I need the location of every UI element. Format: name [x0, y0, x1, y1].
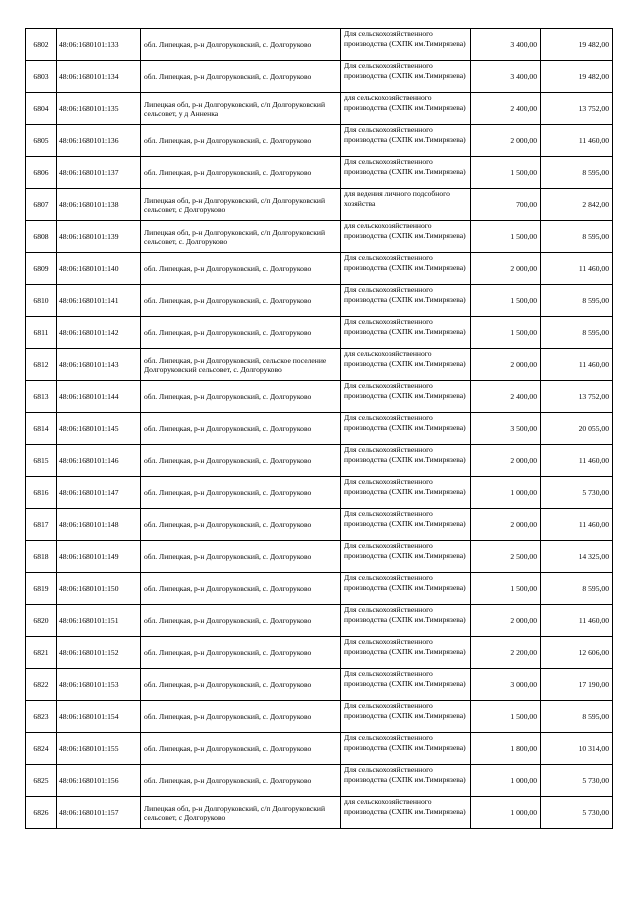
- row-number-cell: 6802: [26, 29, 57, 61]
- permitted-use-cell: Для сельскохозяйственного производства (СХПК им.Тимирязева): [341, 573, 471, 605]
- row-number-cell: 6820: [26, 605, 57, 637]
- cadastral-number-cell: 48:06:1680101:142: [57, 317, 141, 349]
- permitted-use-cell: Для сельскохозяйственного производства (СХПК им.Тимирязева): [341, 29, 471, 61]
- cadastral-number-cell: 48:06:1680101:143: [57, 349, 141, 381]
- table-row: [26, 797, 613, 829]
- table-row: [26, 93, 613, 125]
- table-body: [26, 29, 613, 829]
- row-number-cell: 6810: [26, 285, 57, 317]
- cadastral-number-cell: 48:06:1680101:152: [57, 637, 141, 669]
- cadastral-number-cell: 48:06:1680101:154: [57, 701, 141, 733]
- area-cell: 1 500,00: [471, 221, 541, 253]
- cadastral-number-cell: 48:06:1680101:133: [57, 29, 141, 61]
- table-row: [26, 413, 613, 445]
- area-cell: 2 000,00: [471, 605, 541, 637]
- permitted-use-cell: Для сельскохозяйственного производства (СХПК им.Тимирязева): [341, 157, 471, 189]
- cadastral-number-cell: 48:06:1680101:140: [57, 253, 141, 285]
- table-row: [26, 477, 613, 509]
- area-cell: 2 000,00: [471, 509, 541, 541]
- table-row: [26, 637, 613, 669]
- row-number-cell: 6826: [26, 797, 57, 829]
- address-cell: обл. Липецкая, р-н Долгоруковский, с. Долгоруково: [141, 317, 341, 349]
- row-number-cell: 6825: [26, 765, 57, 797]
- address-cell: обл. Липецкая, р-н Долгоруковский, с. Долгоруково: [141, 701, 341, 733]
- cadastral-value-cell: 13 752,00: [541, 381, 613, 413]
- table-row: [26, 317, 613, 349]
- area-cell: 2 400,00: [471, 381, 541, 413]
- address-cell: обл. Липецкая, р-н Долгоруковский, с. Долгоруково: [141, 125, 341, 157]
- address-cell: обл. Липецкая, р-н Долгоруковский, с. Долгоруково: [141, 445, 341, 477]
- cadastral-value-cell: 11 460,00: [541, 253, 613, 285]
- cadastral-number-cell: 48:06:1680101:155: [57, 733, 141, 765]
- cadastral-value-cell: 20 055,00: [541, 413, 613, 445]
- table-row: [26, 253, 613, 285]
- cadastral-value-cell: 11 460,00: [541, 445, 613, 477]
- table-row: [26, 605, 613, 637]
- address-cell: обл. Липецкая, р-н Долгоруковский, с. Долгоруково: [141, 605, 341, 637]
- permitted-use-cell: Для сельскохозяйственного производства (СХПК им.Тимирязева): [341, 413, 471, 445]
- row-number-cell: 6804: [26, 93, 57, 125]
- table-row: [26, 669, 613, 701]
- row-number-cell: 6819: [26, 573, 57, 605]
- address-cell: обл. Липецкая, р-н Долгоруковский, с. Долгоруково: [141, 573, 341, 605]
- permitted-use-cell: Для сельскохозяйственного производства (СХПК им.Тимирязева): [341, 317, 471, 349]
- permitted-use-cell: для сельскохозяйственного производства (СХПК им.Тимирязева): [341, 797, 471, 829]
- cadastral-number-cell: 48:06:1680101:149: [57, 541, 141, 573]
- permitted-use-cell: Для сельскохозяйственного производства (СХПК им.Тимирязева): [341, 637, 471, 669]
- table-row: [26, 541, 613, 573]
- address-cell: обл. Липецкая, р-н Долгоруковский, с. Долгоруково: [141, 413, 341, 445]
- permitted-use-cell: Для сельскохозяйственного производства (СХПК им.Тимирязева): [341, 669, 471, 701]
- row-number-cell: 6817: [26, 509, 57, 541]
- land-plots-table: [25, 28, 613, 829]
- area-cell: 1 500,00: [471, 701, 541, 733]
- cadastral-number-cell: 48:06:1680101:146: [57, 445, 141, 477]
- cadastral-value-cell: 14 325,00: [541, 541, 613, 573]
- cadastral-number-cell: 48:06:1680101:144: [57, 381, 141, 413]
- permitted-use-cell: для сельскохозяйственного производства (СХПК им.Тимирязева): [341, 93, 471, 125]
- cadastral-value-cell: 2 842,00: [541, 189, 613, 221]
- address-cell: обл. Липецкая, р-н Долгоруковский, сельское поселение Долгоруковский сельсовет, с. Долгоруково: [141, 349, 341, 381]
- address-cell: обл. Липецкая, р-н Долгоруковский, с. Долгоруково: [141, 669, 341, 701]
- table-row: [26, 509, 613, 541]
- table-row: [26, 733, 613, 765]
- area-cell: 700,00: [471, 189, 541, 221]
- cadastral-value-cell: 13 752,00: [541, 93, 613, 125]
- address-cell: Липецкая обл, р-н Долгоруковский, с/п Долгоруковский сельсовет, с Долгоруково: [141, 189, 341, 221]
- address-cell: обл. Липецкая, р-н Долгоруковский, с. Долгоруково: [141, 29, 341, 61]
- row-number-cell: 6807: [26, 189, 57, 221]
- table-row: [26, 189, 613, 221]
- row-number-cell: 6816: [26, 477, 57, 509]
- permitted-use-cell: для сельскохозяйственного производства (СХПК им.Тимирязева): [341, 349, 471, 381]
- address-cell: обл. Липецкая, р-н Долгоруковский, с. Долгоруково: [141, 381, 341, 413]
- cadastral-number-cell: 48:06:1680101:151: [57, 605, 141, 637]
- area-cell: 2 000,00: [471, 125, 541, 157]
- row-number-cell: 6821: [26, 637, 57, 669]
- permitted-use-cell: Для сельскохозяйственного производства (СХПК им.Тимирязева): [341, 285, 471, 317]
- area-cell: 2 200,00: [471, 637, 541, 669]
- table-row: [26, 573, 613, 605]
- cadastral-number-cell: 48:06:1680101:141: [57, 285, 141, 317]
- permitted-use-cell: для сельскохозяйственного производства (СХПК им.Тимирязева): [341, 221, 471, 253]
- area-cell: 1 500,00: [471, 285, 541, 317]
- row-number-cell: 6811: [26, 317, 57, 349]
- row-number-cell: 6808: [26, 221, 57, 253]
- address-cell: обл. Липецкая, р-н Долгоруковский, с. Долгоруково: [141, 765, 341, 797]
- area-cell: 2 500,00: [471, 541, 541, 573]
- row-number-cell: 6803: [26, 61, 57, 93]
- cadastral-value-cell: 19 482,00: [541, 29, 613, 61]
- table-row: [26, 701, 613, 733]
- cadastral-value-cell: 5 730,00: [541, 477, 613, 509]
- address-cell: обл. Липецкая, р-н Долгоруковский, с. Долгоруково: [141, 285, 341, 317]
- area-cell: 1 500,00: [471, 157, 541, 189]
- cadastral-number-cell: 48:06:1680101:148: [57, 509, 141, 541]
- row-number-cell: 6813: [26, 381, 57, 413]
- permitted-use-cell: Для сельскохозяйственного производства (СХПК им.Тимирязева): [341, 253, 471, 285]
- table-row: [26, 29, 613, 61]
- row-number-cell: 6809: [26, 253, 57, 285]
- cadastral-value-cell: 11 460,00: [541, 125, 613, 157]
- cadastral-number-cell: 48:06:1680101:137: [57, 157, 141, 189]
- permitted-use-cell: Для сельскохозяйственного производства (СХПК им.Тимирязева): [341, 445, 471, 477]
- table-row: [26, 125, 613, 157]
- cadastral-number-cell: 48:06:1680101:147: [57, 477, 141, 509]
- cadastral-value-cell: 8 595,00: [541, 573, 613, 605]
- cadastral-value-cell: 5 730,00: [541, 797, 613, 829]
- cadastral-value-cell: 12 606,00: [541, 637, 613, 669]
- table-row: [26, 765, 613, 797]
- area-cell: 2 000,00: [471, 253, 541, 285]
- row-number-cell: 6806: [26, 157, 57, 189]
- address-cell: Липецкая обл, р-н Долгоруковский, с/п Долгоруковский сельсовет, с Долгоруково: [141, 797, 341, 829]
- permitted-use-cell: Для сельскохозяйственного производства (СХПК им.Тимирязева): [341, 61, 471, 93]
- area-cell: 3 400,00: [471, 29, 541, 61]
- table-row: [26, 445, 613, 477]
- address-cell: обл. Липецкая, р-н Долгоруковский, с. Долгоруково: [141, 541, 341, 573]
- cadastral-number-cell: 48:06:1680101:157: [57, 797, 141, 829]
- permitted-use-cell: Для сельскохозяйственного производства (СХПК им.Тимирязева): [341, 381, 471, 413]
- permitted-use-cell: Для сельскохозяйственного производства (СХПК им.Тимирязева): [341, 541, 471, 573]
- cadastral-value-cell: 8 595,00: [541, 285, 613, 317]
- cadastral-value-cell: 8 595,00: [541, 157, 613, 189]
- address-cell: Липецкая обл, р-н Долгоруковский, с/п Долгоруковский сельсовет, с. Долгоруково: [141, 221, 341, 253]
- address-cell: обл. Липецкая, р-н Долгоруковский, с. Долгоруково: [141, 637, 341, 669]
- cadastral-number-cell: 48:06:1680101:153: [57, 669, 141, 701]
- cadastral-number-cell: 48:06:1680101:139: [57, 221, 141, 253]
- area-cell: 1 800,00: [471, 733, 541, 765]
- permitted-use-cell: Для сельскохозяйственного производства (СХПК им.Тимирязева): [341, 605, 471, 637]
- area-cell: 1 500,00: [471, 573, 541, 605]
- area-cell: 1 500,00: [471, 317, 541, 349]
- table-row: [26, 285, 613, 317]
- area-cell: 3 000,00: [471, 669, 541, 701]
- address-cell: обл. Липецкая, р-н Долгоруковский, с. Долгоруково: [141, 253, 341, 285]
- table-row: [26, 157, 613, 189]
- cadastral-value-cell: 19 482,00: [541, 61, 613, 93]
- area-cell: 2 000,00: [471, 349, 541, 381]
- cadastral-value-cell: 8 595,00: [541, 701, 613, 733]
- table-row: [26, 349, 613, 381]
- cadastral-number-cell: 48:06:1680101:134: [57, 61, 141, 93]
- cadastral-value-cell: 8 595,00: [541, 317, 613, 349]
- cadastral-value-cell: 10 314,00: [541, 733, 613, 765]
- row-number-cell: 6824: [26, 733, 57, 765]
- permitted-use-cell: Для сельскохозяйственного производства (СХПК им.Тимирязева): [341, 733, 471, 765]
- row-number-cell: 6818: [26, 541, 57, 573]
- cadastral-number-cell: 48:06:1680101:145: [57, 413, 141, 445]
- cadastral-value-cell: 5 730,00: [541, 765, 613, 797]
- cadastral-value-cell: 17 190,00: [541, 669, 613, 701]
- table-row: [26, 221, 613, 253]
- address-cell: обл. Липецкая, р-н Долгоруковский, с. Долгоруково: [141, 733, 341, 765]
- row-number-cell: 6805: [26, 125, 57, 157]
- table-row: [26, 381, 613, 413]
- area-cell: 2 400,00: [471, 93, 541, 125]
- area-cell: 1 000,00: [471, 765, 541, 797]
- cadastral-value-cell: 8 595,00: [541, 221, 613, 253]
- address-cell: Липецкая обл, р-н Долгоруковский, с/п Долгоруковский сельсовет, у д Анненка: [141, 93, 341, 125]
- cadastral-value-cell: 11 460,00: [541, 349, 613, 381]
- cadastral-number-cell: 48:06:1680101:150: [57, 573, 141, 605]
- address-cell: обл. Липецкая, р-н Долгоруковский, с. Долгоруково: [141, 477, 341, 509]
- row-number-cell: 6823: [26, 701, 57, 733]
- permitted-use-cell: Для сельскохозяйственного производства (СХПК им.Тимирязева): [341, 477, 471, 509]
- address-cell: обл. Липецкая, р-н Долгоруковский, с. Долгоруково: [141, 157, 341, 189]
- row-number-cell: 6812: [26, 349, 57, 381]
- permitted-use-cell: для ведения личного подсобного хозяйства: [341, 189, 471, 221]
- cadastral-number-cell: 48:06:1680101:138: [57, 189, 141, 221]
- table-row: [26, 61, 613, 93]
- area-cell: 3 500,00: [471, 413, 541, 445]
- row-number-cell: 6814: [26, 413, 57, 445]
- cadastral-number-cell: 48:06:1680101:156: [57, 765, 141, 797]
- cadastral-value-cell: 11 460,00: [541, 509, 613, 541]
- row-number-cell: 6822: [26, 669, 57, 701]
- permitted-use-cell: Для сельскохозяйственного производства (СХПК им.Тимирязева): [341, 765, 471, 797]
- row-number-cell: 6815: [26, 445, 57, 477]
- permitted-use-cell: Для сельскохозяйственного производства (СХПК им.Тимирязева): [341, 509, 471, 541]
- area-cell: 1 000,00: [471, 797, 541, 829]
- address-cell: обл. Липецкая, р-н Долгоруковский, с. Долгоруково: [141, 61, 341, 93]
- area-cell: 1 000,00: [471, 477, 541, 509]
- permitted-use-cell: Для сельскохозяйственного производства (СХПК им.Тимирязева): [341, 125, 471, 157]
- area-cell: 3 400,00: [471, 61, 541, 93]
- permitted-use-cell: Для сельскохозяйственного производства (СХПК им.Тимирязева): [341, 701, 471, 733]
- cadastral-number-cell: 48:06:1680101:135: [57, 93, 141, 125]
- cadastral-number-cell: 48:06:1680101:136: [57, 125, 141, 157]
- cadastral-value-cell: 11 460,00: [541, 605, 613, 637]
- area-cell: 2 000,00: [471, 445, 541, 477]
- address-cell: обл. Липецкая, р-н Долгоруковский, с. Долгоруково: [141, 509, 341, 541]
